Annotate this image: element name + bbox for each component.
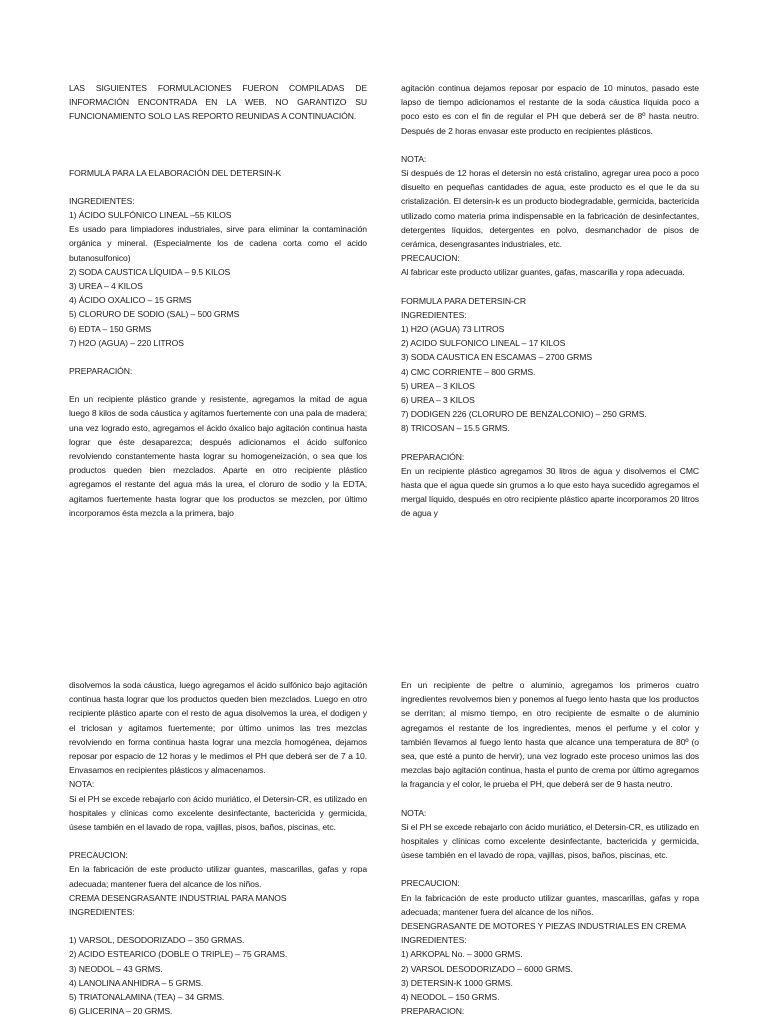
ingredient-item: 6) UREA – 3 KILOS (401, 395, 475, 406)
ingredient-item: 2) ACIDO SULFONICO LINEAL – 17 KILOS (401, 338, 566, 349)
ingredient-item: 1) ARKOPAL No. – 3000 GRMS. (401, 949, 523, 960)
preparation-label: PREPARACIÓN: (69, 366, 133, 377)
ingredient-item: 1) ÁCIDO SULFÓNICO LINEAL –55 KILOS (69, 210, 232, 221)
ingredient-item: 7) DODIGEN 226 (CLORURO DE BENZALCONIO) – 250 GRMS. (401, 409, 647, 420)
ingredient-item: 3) SODA CAUSTICA EN ESCAMAS – 2700 GRMS (401, 352, 592, 363)
preparation-text: En un recipiente plástico agregamos 30 litros de agua y disolvemos el CMC hasta que el agua quede sin grumos a lo que esto haya sucedido agregamos el mergal líquido, después en otro recipiente plástico aparte incorporamos 20 litros de agua y (401, 465, 699, 519)
preparation-label: PREPARACIÓN: (401, 451, 465, 462)
motores-title: DESENGRASANTE DE MOTORES Y PIEZAS INDUSTRIALES EN CREMA (401, 921, 686, 932)
precaucion-text: En la fabricación de este producto utilizar guantes, mascarillas, gafas y ropa adecuada; mantener fuera del alcance de los niños. (401, 892, 699, 917)
page1-right-column (401, 81, 699, 521)
ingredient-item: 4) CMC CORRIENTE – 800 GRMS. (401, 366, 536, 377)
ingredients-label: INGREDIENTES: (401, 935, 467, 946)
ingredient-item: 1) VARSOL, DESODORIZADO – 350 GRMAS. (69, 935, 245, 946)
detersin-k-title: FORMULA PARA LA ELABORACIÓN DEL DETERSIN-K (69, 167, 282, 178)
ingredient-item: 6) GLICERINA – 20 GRMS. (69, 1006, 173, 1017)
preparation-text: En un recipiente de peltre o aluminio, agregamos los primeros cuatro ingredientes revolvemos bien y ponemos al fuego lento hasta que los productos se derritan; al mismo tiempo, en otro recipiente de esmalte o de aluminio agregamos el restante de los ingredientes, menos el perfume y el color y también llevamos al fuego lento hasta que alcance una temperatura de 80º (o sea, que esté a punto de hervir), una vez logrado este proceso unimos las dos mezclas bajo agitación continua, hasta el punto de crema por último agregamos la fragancia y el color, le prueba el PH, que deberá ser de 9 hasta neutro. (401, 680, 699, 790)
ingredient-item: 3) DETERSIN-K 1000 GRMS. (401, 977, 513, 988)
ingredient-item: 5) TRIATONALAMINA (TEA) – 34 GRMS. (69, 992, 225, 1003)
nota-text: Si el PH se excede rebajarlo con ácido muriático, el Detersin-CR, es utilizado en hospitales y clínicas como excelente desinfectante, bactericida y germicida, úsese también en el lavado de ropa, vajillas, pisos, baños, piscinas, etc. (69, 793, 367, 833)
ingredient-note: Es usado para limpiadores industriales, sirve para eliminar la contaminación orgánica y mineral. (Especialmente los de cadena corta como el acido butanosulfonico) (69, 224, 367, 263)
ingredient-item: 3) NEODOL – 43 GRMS. (69, 963, 163, 974)
ingredients-label: INGREDIENTES: (69, 907, 135, 918)
continuation-paragraph: agitación continua dejamos reposar por espacio de 10 minutos, pasado este lapso de tiempo adicionamos el restante de la soda cáustica líquida poco a poco esto es con el fin de regular el PH que deberá ser de 8º hasta neutro. Después de 2 horas envasar este producto en recipientes plásticos. (401, 83, 699, 136)
detersin-cr-title: FORMULA PARA DETERSIN-CR (401, 295, 526, 306)
nota-label: NOTA: (401, 807, 427, 818)
nota-text: Si después de 12 horas el detersin no está cristalino, agregar urea poco a poco disuelto en pequeñas cantidades de agua, este producto es el que le da su cristalización. El detersin-k es un producto biodegradable, germicida, bactericida utilizado como materia prima indispensable en la fabricación de desinfectantes, detergentes líquidos, detergentes en polvo, desmanchador de pisos de cerámica, desengrasantes industriales, etc. (401, 168, 699, 250)
precaucion-label: PRECAUCION: (401, 878, 460, 889)
ingredient-item: 2) SODA CAUSTICA LÍQUIDA – 9.5 KILOS (69, 266, 231, 277)
ingredient-item: 5) CLORURO DE SODIO (SAL) – 500 GRMS (69, 309, 240, 320)
precaucion-text: Al fabricar este producto utilizar guantes, gafas, mascarilla y ropa adecuada. (401, 267, 685, 278)
ingredient-item: 2) ACIDO ESTEARICO (DOBLE O TRIPLE) – 75 GRAMS. (69, 949, 288, 960)
preparation-label: PREPARACION: (401, 1006, 465, 1017)
nota-label: NOTA: (69, 779, 95, 790)
preparation-text: En un recipiente plástico grande y resistente, agregamos la mitad de agua luego 8 kilos de soda cáustica y agitamos fuertemente con una pala de madera; una vez logrado esto, agregamos el ácido óxalico bajo agitación continua hasta lograr que éste desaparezca; después adicionamos el ácido sulfonico revolviendo constantemente hasta lograr su homogeneización, o sea que los productos queden bien mezclados. Aparte en otro recipiente plástico agregamos el restante del agua más la urea, el cloruro de sodio y la EDTA, agitamos fuertemente hasta lograr que los productos se mezclen, por último incorporamos ésta mezcla a la primera, bajo (69, 394, 367, 518)
crema-title: CREMA DESENGRASANTE INDUSTRIAL PARA MANOS (69, 892, 287, 903)
ingredient-item: 5) UREA – 3 KILOS (401, 380, 475, 391)
ingredient-item: 1) H2O (AGUA) 73 LITROS (401, 324, 505, 335)
precaucion-text: En la fabricación de este producto utilizar guantes, mascarillas, gafas y ropa adecuada; mantener fuera del alcance de los niños. (69, 864, 367, 889)
page2-right-column (401, 678, 699, 1018)
ingredient-item: 7) H2O (AGUA) – 220 LITROS (69, 337, 184, 348)
ingredient-item: 3) UREA – 4 KILOS (69, 281, 143, 292)
ingredient-item: 2) VARSOL DESODORIZADO – 6000 GRMS. (401, 963, 573, 974)
precaucion-label: PRECAUCION: (401, 253, 460, 264)
nota-text: Si el PH se excede rebajarlo con ácido muriático, el Detersin-CR, es utilizado en hospitales y clínicas como excelente desinfectante, bactericida y germicida, úsese también en el lavado de ropa, vajillas, pisos, baños, piscinas, etc. (401, 821, 699, 861)
ingredient-item: 8) TRICOSAN – 15.5 GRMS. (401, 423, 510, 434)
ingredient-item: 4) LANOLINA ANHIDRA – 5 GRMS. (69, 977, 204, 988)
precaucion-label: PRECAUCION: (69, 850, 128, 861)
continuation-paragraph: disolvemos la soda cáustica, luego agregamos el ácido sulfónico bajo agitación continua hasta lograr que los productos queden bien mezclados. Luego en otro recipiente plástico aparte con el resto de agua disolvemos la urea, el dodigen y el triclosan y agitamos fuertemente; por último unimos las tres mezclas revolviendo en forma continua hasta lograr una mezcla homogénea, dejamos reposar por espacio de 12 horas y le medimos el PH que deberá ser de 7 a 10. Envasamos en recipientes plásticos y almacenamos. (69, 680, 367, 776)
ingredient-item: 6) EDTA – 150 GRMS (69, 323, 152, 334)
nota-label: NOTA: (401, 153, 427, 164)
ingredient-item: 4) NEODOL – 150 GRMS. (401, 992, 500, 1003)
ingredients-label: INGREDIENTES: (69, 195, 135, 206)
page1-left-column (69, 81, 367, 520)
page2-left-column (69, 678, 367, 1018)
ingredient-item: 4) ÁCIDO OXALICO – 15 GRMS (69, 295, 192, 306)
ingredients-label: INGREDIENTES: (401, 309, 467, 320)
intro-paragraph: LAS SIGUIENTES FORMULACIONES FUERON COMPILADAS DE INFORMACIÓN ENCONTRADA EN LA WEB. NO GARANTIZO SU FUNCIONAMIENTO SOLO LAS REPORTO REUNIDAS A CONTINUACIÓN. (69, 83, 367, 122)
